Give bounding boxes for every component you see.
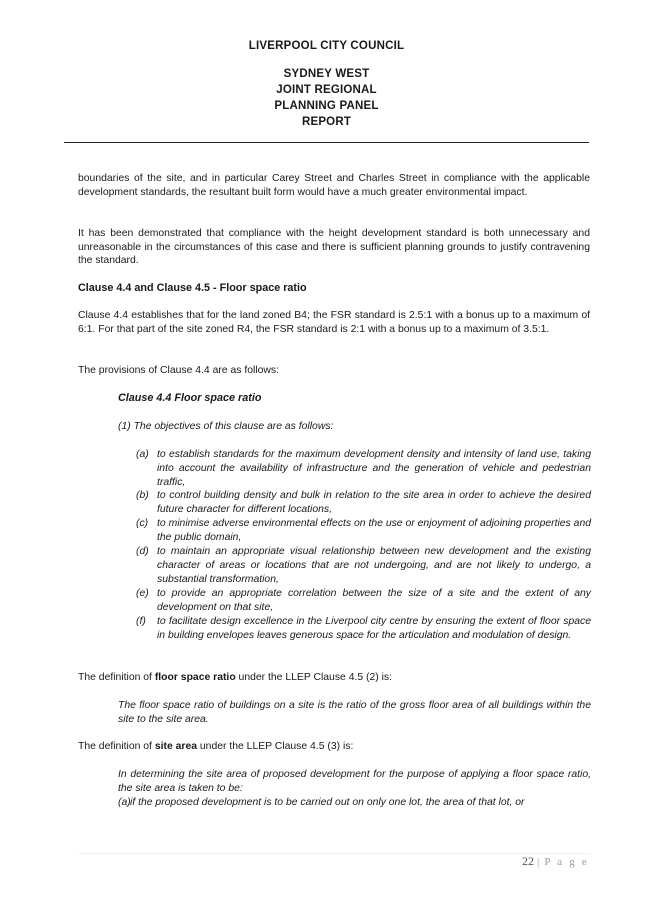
fsr-def-pre: The definition of	[78, 672, 155, 683]
site-area-item-marker: (a)	[118, 797, 131, 808]
objective-marker: (e)	[136, 588, 149, 599]
footer-divider	[78, 853, 590, 854]
objective-marker: (c)	[136, 518, 149, 529]
objective-item-f	[136, 615, 591, 643]
header-line-4: REPORT	[301, 116, 352, 128]
page-label: P a g e	[544, 856, 589, 868]
fsr-def-post: under the LLEP Clause 4.5 (2) is:	[235, 672, 393, 683]
clause-title: Clause 4.4 Floor space ratio	[118, 392, 262, 404]
site-area-definition-text: In determining the site area of proposed development for the purpose of applying a floor space ratio, the site area is taken to be:	[118, 769, 591, 794]
header-line-2: JOINT REGIONAL	[276, 84, 377, 96]
sa-def-post: under the LLEP Clause 4.5 (3) is:	[197, 741, 354, 752]
header-divider	[64, 142, 589, 143]
site-area-item-a	[118, 796, 591, 810]
objective-text: to minimise adverse environmental effects on the use or enjoyment of adjoining properties and the public domain,	[157, 518, 591, 543]
header-org: LIVERPOOL CITY COUNCIL	[248, 40, 405, 52]
objective-marker: (d)	[136, 546, 149, 557]
paragraph-4: The provisions of Clause 4.4 are as follows:	[78, 365, 279, 376]
paragraph-2: It has been demonstrated that compliance with the height development standard is both unnecessary and unreasonable in the circumstances of this case and there is sufficient planning grounds to justify contravening the standard.	[78, 228, 590, 267]
objective-text: to control building density and bulk in relation to the site area in order to achieve the desired future character for different locations,	[157, 490, 591, 515]
header-line-1: SYDNEY WEST	[283, 68, 370, 80]
objective-text: to maintain an appropriate visual relationship between new development and the existing character of areas or locations that are not undergoing, and are not likely to undergo, a substantial transformation,	[157, 546, 591, 585]
objective-item-c	[136, 517, 591, 545]
objective-item-b	[136, 489, 591, 517]
objective-text: to establish standards for the maximum development density and intensity of land use, taking into account the availability of infrastructure and the generation of vehicle and pedestrian traffic,	[157, 449, 591, 488]
paragraph-1: boundaries of the site, and in particular Carey Street and Charles Street in compliance with the applicable development standards, the resultant built form would have a much greater environmental impact.	[78, 173, 590, 198]
header-line-3: PLANNING PANEL	[274, 100, 379, 112]
sa-def-pre: The definition of	[78, 741, 155, 752]
fsr-def-term: floor space ratio	[154, 672, 236, 683]
objective-text: to provide an appropriate correlation between the size of a site and the extent of any development on that site,	[157, 588, 591, 613]
objective-item-a	[136, 448, 591, 489]
objective-marker: (b)	[136, 490, 149, 501]
paragraph-3: Clause 4.4 establishes that for the land zoned B4; the FSR standard is 2.5:1 with a bonus up to a maximum of 6:1. For that part of the site zoned R4, the FSR standard is 2:1 with a bonus up to a maximum of 3.5:1.	[78, 310, 590, 335]
site-area-definition-intro	[78, 740, 590, 754]
objective-item-e	[136, 587, 591, 615]
objective-item-d	[136, 545, 591, 586]
objective-marker: (f)	[136, 616, 146, 627]
site-area-item-text: if the proposed development is to be carried out on only one lot, the area of that lot, or	[130, 797, 525, 808]
page-separator: |	[536, 856, 542, 868]
fsr-definition-text: The floor space ratio of buildings on a site is the ratio of the gross floor area of all buildings within the site to the site area.	[118, 700, 591, 725]
objective-marker: (a)	[136, 449, 149, 460]
objectives-intro: (1) The objectives of this clause are as follows:	[118, 421, 334, 432]
page-footer	[522, 854, 589, 869]
fsr-definition-intro	[78, 671, 590, 685]
page-number: 22	[521, 854, 534, 868]
objective-text: to facilitate design excellence in the Liverpool city centre by ensuring the extent of floor space in building envelopes leaves generous space for the articulation and modulation of design.	[157, 616, 591, 641]
sa-def-term: site area	[154, 741, 197, 752]
section-heading: Clause 4.4 and Clause 4.5 - Floor space ratio	[78, 282, 307, 294]
